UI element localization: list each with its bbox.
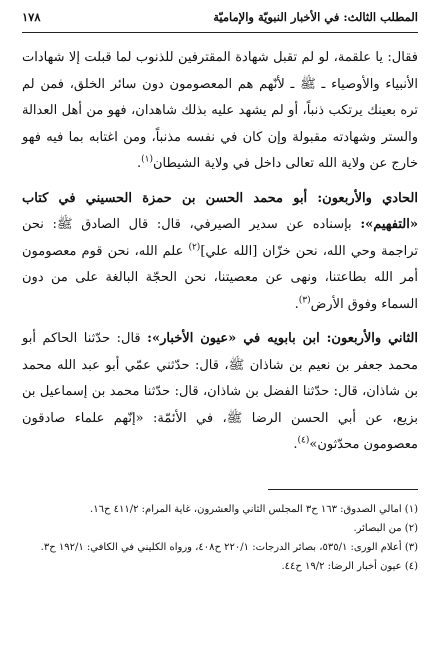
page-number: ١٧٨: [22, 10, 41, 24]
footnote-1: (١) امالي الصدوق: ١٦٣ ح٣ المجلس الثاني والعشرون، غاية المرام: ٤١١/٢ ح١٦.: [90, 503, 418, 515]
footnote-ref-1: (١): [141, 154, 153, 165]
paragraph-2: الحادي والأربعون: أبو محمد الحسن بن حمزة الحسيني في كتاب «التفهيم»: بإسناده عن سدير الصيرفي، قال: قال الصادق ﷺ: نحن تراجمة وحي الله، نحن خزّان [الله علي]$^{(٢)}$ علم الله، نحن قوم معصومون أمر الله بطاعتنا، ونهى عن معصيتنا، نحن الحجّة البالغة على من دون السماء وفوق الأرض$^{(٣)}$.: [22, 190, 418, 312]
paragraph-3-text: قال: حدّثنا الحاكم أبو محمد جعفر بن نعيم بن شاذان ﷺ، قال: حدّثني عمّي أبو عبد الله محمد بن شاذان، قال: حدّثنا الفضل بن شاذان، قال: حدّثنا محمد بن إسماعيل بن بزيع، عن أبي الحسن الرضا ﷺ، في الأئمّة: «إنّهم علماء صادقون معصومون محدّثون»: [22, 331, 418, 452]
paragraph-1-text: فقال: يا علقمة، لو لم تقبل شهادة المقترفين للذنوب لما قبلت إلا شهادات الأنبياء والأوصياء ـ ﷺ ـ لأنّهم هم المعصومون دون سائر الخلق، فمن لم تره بعينك يرتكب ذنباً، أو لم يشهد عليه بذلك شاهدان، فهو من أهل العدالة والستر وشهادته مقبولة وإن كان في نفسه مذنباً، ومن اغتابه بما فيه فهو خارج عن ولاية الله تعالى داخل في ولاية الشيطان: [22, 50, 418, 171]
footnote-3: (٣) أعلام الورى: ٥٣٥/١، بصائر الدرجات: ٢٢٠/١ ح٤٠٨، ورواه الكليني في الكافي: ١٩٢/١ ح٣.: [40, 541, 418, 553]
paragraph-2-heading: الحادي والأربعون: أبو محمد الحسن بن حمزة الحسيني في كتاب «التفهيم»:: [22, 190, 418, 232]
footnote-2: (٢) من البصائر.: [353, 522, 418, 534]
page-header: [22, 10, 418, 30]
footnote-ref-2: (٢): [188, 242, 201, 253]
footnote-ref-3: (٣): [298, 295, 311, 306]
footnote-rule: [268, 489, 418, 490]
footnotes: [22, 500, 418, 576]
paragraph-1: فقال: يا علقمة، لو لم تقبل شهادة المقترفين للذنوب لما قبلت إلا شهادات الأنبياء والأوصياء ـ ﷺ ـ لأنّهم هم المعصومون دون سائر الخلق، فمن لم تره بعينك يرتكب ذنباً، أو لم يشهد عليه بذلك شاهدان، فهو من أهل العدالة والستر وشهادته مقبولة وإن كان في نفسه مذنباً، ومن اغتابه بما فيه فهو خارج عن ولاية الله تعالى داخل في ولاية الشيطان$^{(١)}$.: [22, 50, 418, 171]
paragraph-2-text-cont: علم الله، نحن قوم معصومون أمر الله بطاعتنا، ونهى عن معصيتنا، نحن الحجّة البالغة على من دون السماء وفوق الأرض: [22, 243, 418, 312]
paragraph-3-heading: الثاني والأربعون: ابن بابويه في «عيون الأخبار»:: [147, 331, 418, 346]
running-title: المطلب الثالث: في الأخبار النبويّة والإماميّة: [213, 10, 418, 24]
paragraph-3: الثاني والأربعون: ابن بابويه في «عيون الأخبار»: قال: حدّثنا الحاكم أبو محمد جعفر بن نعيم بن شاذان ﷺ، قال: حدّثني عمّي أبو عبد الله محمد بن شاذان، قال: حدّثنا الفضل بن شاذان، قال: حدّثنا محمد بن إسماعيل بن بزيع، عن أبي الحسن الرضا ﷺ، في الأئمّة: «إنّهم علماء صادقون معصومون محدّثون»$^{(٤)}$.: [22, 331, 418, 452]
footnote-4: (٤) عيون أخبار الرضا: ١٩/٢ ح٤٤.: [281, 560, 418, 572]
header-rule: [22, 32, 418, 33]
main-text: [22, 45, 418, 459]
footnote-ref-4: (٤): [297, 435, 310, 446]
paragraph-2-text: بإسناده عن سدير الصيرفي، قال: قال الصادق ﷺ: نحن تراجمة وحي الله، نحن خزّان [الله علي]: [22, 217, 418, 259]
